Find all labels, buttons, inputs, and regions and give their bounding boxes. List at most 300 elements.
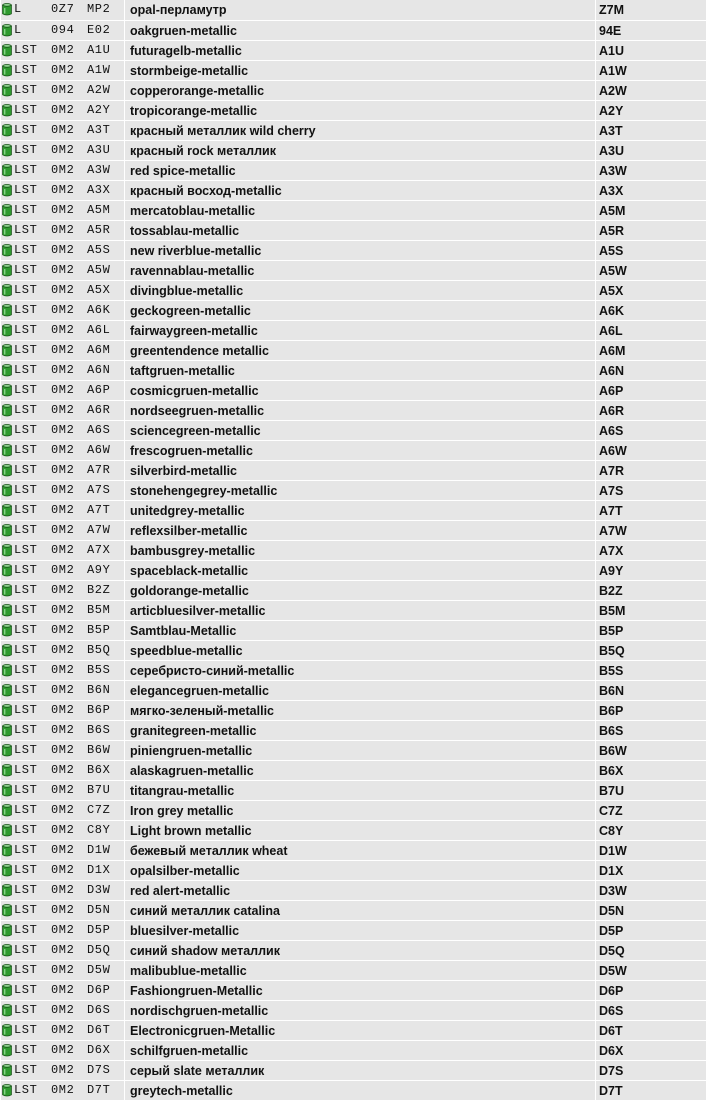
paint-short-code: D1W (596, 841, 706, 861)
paint-code-cell (1, 1081, 125, 1101)
paint-group: 0M2 (51, 83, 75, 97)
paint-type: LST (14, 603, 38, 617)
paint-type: LST (14, 263, 38, 277)
paint-code: B6W (87, 743, 111, 757)
table-row (1, 81, 706, 101)
paint-name: Light brown metallic (125, 821, 596, 841)
table-row (1, 261, 706, 281)
paint-code-cell (1, 301, 125, 321)
table-row (1, 881, 706, 901)
paint-code-cell (1, 441, 125, 461)
paint-can-icon (2, 124, 12, 137)
table-row (1, 761, 706, 781)
table-row (1, 601, 706, 621)
table-row (1, 1001, 706, 1021)
paint-type: LST (14, 443, 38, 457)
paint-name: malibublue-metallic (125, 961, 596, 981)
paint-short-code: 94E (596, 21, 706, 41)
table-row (1, 301, 706, 321)
paint-name: new riverblue-metallic (125, 241, 596, 261)
paint-group: 0M2 (51, 343, 75, 357)
paint-code: D1X (87, 863, 111, 877)
paint-code-cell (1, 801, 125, 821)
paint-group: 0M2 (51, 403, 75, 417)
paint-name: серебристо-синий-metallic (125, 661, 596, 681)
paint-code: D5P (87, 923, 111, 937)
paint-code: A3X (87, 183, 111, 197)
paint-code: D5N (87, 903, 111, 917)
paint-type: LST (14, 463, 38, 477)
paint-short-code: A5R (596, 221, 706, 241)
paint-code: D5W (87, 963, 111, 977)
paint-short-code: Z7M (596, 0, 706, 21)
paint-name: красный rock металлик (125, 141, 596, 161)
paint-group: 0Z7 (51, 2, 75, 16)
paint-group: 0M2 (51, 623, 75, 637)
table-row (1, 221, 706, 241)
paint-group: 0M2 (51, 903, 75, 917)
paint-type: LST (14, 643, 38, 657)
paint-code-cell (1, 381, 125, 401)
paint-group: 0M2 (51, 923, 75, 937)
table-row (1, 821, 706, 841)
paint-can-icon (2, 1044, 12, 1057)
table-row (1, 941, 706, 961)
table-row (1, 281, 706, 301)
table-row (1, 541, 706, 561)
paint-code: B6S (87, 723, 111, 737)
paint-code-cell (1, 1001, 125, 1021)
paint-name: Iron grey metallic (125, 801, 596, 821)
paint-code: D7T (87, 1083, 111, 1097)
table-row (1, 161, 706, 181)
paint-can-icon (2, 204, 12, 217)
paint-name: Fashiongruen-Metallic (125, 981, 596, 1001)
paint-can-icon (2, 984, 12, 997)
table-row (1, 41, 706, 61)
paint-name: silverbird-metallic (125, 461, 596, 481)
paint-short-code: D5N (596, 901, 706, 921)
paint-code-cell (1, 921, 125, 941)
table-row (1, 901, 706, 921)
paint-name: red alert-metallic (125, 881, 596, 901)
paint-can-icon (2, 884, 12, 897)
paint-code: A3U (87, 143, 111, 157)
paint-code-cell (1, 261, 125, 281)
paint-group: 0M2 (51, 1003, 75, 1017)
paint-short-code: B6X (596, 761, 706, 781)
paint-name: nordischgruen-metallic (125, 1001, 596, 1021)
paint-short-code: A6R (596, 401, 706, 421)
paint-short-code: A1W (596, 61, 706, 81)
paint-code-cell (1, 941, 125, 961)
paint-group: 0M2 (51, 483, 75, 497)
paint-group: 0M2 (51, 1023, 75, 1037)
paint-can-icon (2, 3, 12, 16)
paint-type: LST (14, 403, 38, 417)
paint-short-code: D5W (596, 961, 706, 981)
paint-can-icon (2, 184, 12, 197)
paint-group: 0M2 (51, 743, 75, 757)
paint-code-cell (1, 181, 125, 201)
paint-short-code: A2Y (596, 101, 706, 121)
paint-type: LST (14, 363, 38, 377)
table-row (1, 101, 706, 121)
paint-name: titangrau-metallic (125, 781, 596, 801)
paint-type: LST (14, 223, 38, 237)
paint-can-icon (2, 524, 12, 537)
paint-code: C8Y (87, 823, 111, 837)
paint-code-cell (1, 201, 125, 221)
paint-group: 0M2 (51, 443, 75, 457)
paint-can-icon (2, 604, 12, 617)
paint-group: 0M2 (51, 263, 75, 277)
paint-type: LST (14, 143, 38, 157)
paint-code-cell (1, 41, 125, 61)
table-row (1, 141, 706, 161)
paint-can-icon (2, 764, 12, 777)
paint-code: A2Y (87, 103, 111, 117)
paint-code: B5S (87, 663, 111, 677)
paint-code: A1W (87, 63, 111, 77)
paint-code: A6S (87, 423, 111, 437)
paint-can-icon (2, 944, 12, 957)
paint-type: LST (14, 803, 38, 817)
paint-short-code: A7T (596, 501, 706, 521)
paint-code: D6X (87, 1043, 111, 1057)
paint-group: 0M2 (51, 1083, 75, 1097)
paint-can-icon (2, 684, 12, 697)
paint-name: nordseegruen-metallic (125, 401, 596, 421)
paint-code-cell (1, 861, 125, 881)
paint-short-code: B2Z (596, 581, 706, 601)
paint-short-code: A5W (596, 261, 706, 281)
paint-group: 0M2 (51, 1063, 75, 1077)
paint-code-cell (1, 581, 125, 601)
paint-code: B5Q (87, 643, 111, 657)
paint-group: 0M2 (51, 723, 75, 737)
paint-code: A5W (87, 263, 111, 277)
paint-short-code: A3W (596, 161, 706, 181)
paint-type: LST (14, 103, 38, 117)
paint-can-icon (2, 624, 12, 637)
paint-code: D7S (87, 1063, 111, 1077)
paint-type: LST (14, 823, 38, 837)
table-row (1, 521, 706, 541)
paint-code-cell (1, 761, 125, 781)
paint-code-rows (1, 0, 706, 1100)
table-row (1, 801, 706, 821)
paint-code-cell (1, 981, 125, 1001)
paint-short-code: B6S (596, 721, 706, 741)
paint-type: LST (14, 903, 38, 917)
paint-type: LST (14, 43, 38, 57)
paint-can-icon (2, 824, 12, 837)
paint-name: goldorange-metallic (125, 581, 596, 601)
paint-can-icon (2, 404, 12, 417)
paint-type: LST (14, 683, 38, 697)
paint-type: LST (14, 123, 38, 137)
paint-type: LST (14, 1043, 38, 1057)
paint-name: tropicorange-metallic (125, 101, 596, 121)
paint-type: LST (14, 743, 38, 757)
paint-group: 0M2 (51, 963, 75, 977)
paint-code-cell (1, 881, 125, 901)
paint-short-code: B5Q (596, 641, 706, 661)
paint-name: sciencegreen-metallic (125, 421, 596, 441)
paint-group: 0M2 (51, 863, 75, 877)
paint-group: 0M2 (51, 703, 75, 717)
paint-group: 0M2 (51, 983, 75, 997)
paint-code-cell (1, 621, 125, 641)
paint-name: articbluesilver-metallic (125, 601, 596, 621)
paint-can-icon (2, 44, 12, 57)
paint-code: A7W (87, 523, 111, 537)
paint-type: LST (14, 703, 38, 717)
paint-name: alaskagruen-metallic (125, 761, 596, 781)
table-row (1, 701, 706, 721)
paint-can-icon (2, 324, 12, 337)
paint-can-icon (2, 864, 12, 877)
paint-can-icon (2, 364, 12, 377)
paint-can-icon (2, 784, 12, 797)
paint-short-code: D6P (596, 981, 706, 1001)
paint-short-code: A7R (596, 461, 706, 481)
paint-code-cell (1, 541, 125, 561)
paint-group: 0M2 (51, 763, 75, 777)
paint-code-cell (1, 1041, 125, 1061)
table-row (1, 681, 706, 701)
paint-name: stonehengegrey-metallic (125, 481, 596, 501)
paint-code: A2W (87, 83, 111, 97)
paint-can-icon (2, 584, 12, 597)
paint-group: 0M2 (51, 363, 75, 377)
paint-group: 0M2 (51, 523, 75, 537)
paint-name: серый slate металлик (125, 1061, 596, 1081)
paint-name: copperorange-metallic (125, 81, 596, 101)
paint-short-code: B7U (596, 781, 706, 801)
paint-group: 0M2 (51, 783, 75, 797)
paint-code: MP2 (87, 2, 111, 16)
paint-type: LST (14, 243, 38, 257)
paint-code: A7S (87, 483, 111, 497)
paint-type: LST (14, 923, 38, 937)
paint-short-code: A6S (596, 421, 706, 441)
paint-type: LST (14, 983, 38, 997)
paint-name: Samtblau-Metallic (125, 621, 596, 641)
paint-group: 0M2 (51, 503, 75, 517)
paint-can-icon (2, 24, 12, 37)
paint-group: 0M2 (51, 643, 75, 657)
table-row (1, 1021, 706, 1041)
paint-short-code: D6X (596, 1041, 706, 1061)
paint-group: 0M2 (51, 203, 75, 217)
paint-short-code: D5Q (596, 941, 706, 961)
paint-type: LST (14, 283, 38, 297)
paint-short-code: B5M (596, 601, 706, 621)
table-row (1, 61, 706, 81)
table-row (1, 741, 706, 761)
table-row (1, 641, 706, 661)
paint-code: D1W (87, 843, 111, 857)
paint-type: LST (14, 783, 38, 797)
table-row (1, 961, 706, 981)
paint-group: 0M2 (51, 423, 75, 437)
paint-code-cell (1, 601, 125, 621)
paint-type: LST (14, 963, 38, 977)
paint-code-cell (1, 701, 125, 721)
paint-code-cell (1, 841, 125, 861)
paint-name: tossablau-metallic (125, 221, 596, 241)
paint-type: LST (14, 883, 38, 897)
paint-can-icon (2, 804, 12, 817)
paint-can-icon (2, 444, 12, 457)
paint-name: geckogreen-metallic (125, 301, 596, 321)
paint-code: B6N (87, 683, 111, 697)
paint-type: LST (14, 1083, 38, 1097)
paint-type: LST (14, 523, 38, 537)
paint-code-cell (1, 321, 125, 341)
paint-code: B7U (87, 783, 111, 797)
paint-code: A5S (87, 243, 111, 257)
paint-type: LST (14, 943, 38, 957)
paint-group: 094 (51, 23, 75, 37)
paint-can-icon (2, 424, 12, 437)
paint-name: schilfgruen-metallic (125, 1041, 596, 1061)
paint-short-code: A1U (596, 41, 706, 61)
paint-group: 0M2 (51, 583, 75, 597)
paint-code-cell (1, 121, 125, 141)
paint-type: LST (14, 563, 38, 577)
paint-can-icon (2, 264, 12, 277)
paint-short-code: B6N (596, 681, 706, 701)
table-row (1, 981, 706, 1001)
paint-can-icon (2, 484, 12, 497)
paint-short-code: A3T (596, 121, 706, 141)
table-row (1, 441, 706, 461)
paint-name: мягко-зеленый-metallic (125, 701, 596, 721)
paint-code-cell (1, 361, 125, 381)
paint-code: D6S (87, 1003, 111, 1017)
paint-can-icon (2, 544, 12, 557)
paint-code-cell (1, 421, 125, 441)
paint-code-cell (1, 281, 125, 301)
paint-code: A5X (87, 283, 111, 297)
paint-code: A6P (87, 383, 111, 397)
paint-group: 0M2 (51, 1043, 75, 1057)
paint-type: LST (14, 723, 38, 737)
paint-group: 0M2 (51, 323, 75, 337)
paint-group: 0M2 (51, 943, 75, 957)
paint-code: D6P (87, 983, 111, 997)
paint-name: speedblue-metallic (125, 641, 596, 661)
paint-name: синий металлик catalina (125, 901, 596, 921)
paint-short-code: A5S (596, 241, 706, 261)
paint-group: 0M2 (51, 223, 75, 237)
paint-group: 0M2 (51, 683, 75, 697)
paint-name: divingblue-metallic (125, 281, 596, 301)
paint-type: LST (14, 203, 38, 217)
paint-code-cell (1, 521, 125, 541)
paint-group: 0M2 (51, 603, 75, 617)
paint-type: LST (14, 483, 38, 497)
paint-code: A9Y (87, 563, 111, 577)
paint-name: ravennablau-metallic (125, 261, 596, 281)
paint-short-code: A6M (596, 341, 706, 361)
paint-short-code: C7Z (596, 801, 706, 821)
paint-name: bluesilver-metallic (125, 921, 596, 941)
paint-can-icon (2, 304, 12, 317)
paint-code: D3W (87, 883, 111, 897)
paint-short-code: A7X (596, 541, 706, 561)
paint-type: LST (14, 303, 38, 317)
paint-short-code: A6N (596, 361, 706, 381)
table-row (1, 241, 706, 261)
paint-group: 0M2 (51, 823, 75, 837)
paint-name: taftgruen-metallic (125, 361, 596, 381)
paint-code-cell (1, 901, 125, 921)
paint-code-cell (1, 821, 125, 841)
paint-name: frescogruen-metallic (125, 441, 596, 461)
paint-code: A3T (87, 123, 111, 137)
paint-code-cell (1, 961, 125, 981)
paint-code: A6K (87, 303, 111, 317)
paint-code: A5R (87, 223, 111, 237)
paint-can-icon (2, 1024, 12, 1037)
paint-code: B6X (87, 763, 111, 777)
paint-short-code: B6W (596, 741, 706, 761)
paint-code-cell (1, 341, 125, 361)
paint-can-icon (2, 504, 12, 517)
paint-name: unitedgrey-metallic (125, 501, 596, 521)
paint-code-cell (1, 781, 125, 801)
paint-group: 0M2 (51, 183, 75, 197)
paint-short-code: A7S (596, 481, 706, 501)
paint-name: синий shadow металлик (125, 941, 596, 961)
paint-code-cell (1, 241, 125, 261)
paint-group: 0M2 (51, 123, 75, 137)
paint-type: LST (14, 183, 38, 197)
paint-name: бежевый металлик wheat (125, 841, 596, 861)
paint-group: 0M2 (51, 283, 75, 297)
paint-code: A7T (87, 503, 111, 517)
paint-can-icon (2, 1004, 12, 1017)
paint-name: oakgruen-metallic (125, 21, 596, 41)
paint-group: 0M2 (51, 243, 75, 257)
paint-can-icon (2, 664, 12, 677)
paint-group: 0M2 (51, 163, 75, 177)
paint-code: A7R (87, 463, 111, 477)
paint-can-icon (2, 84, 12, 97)
paint-short-code: D6S (596, 1001, 706, 1021)
table-row (1, 481, 706, 501)
paint-type: L (14, 2, 22, 16)
table-row (1, 561, 706, 581)
paint-group: 0M2 (51, 543, 75, 557)
paint-can-icon (2, 224, 12, 237)
paint-can-icon (2, 564, 12, 577)
paint-type: LST (14, 423, 38, 437)
paint-code: A1U (87, 43, 111, 57)
paint-type: LST (14, 1003, 38, 1017)
paint-code: B5M (87, 603, 111, 617)
paint-code: A6M (87, 343, 111, 357)
paint-name: piniengruen-metallic (125, 741, 596, 761)
paint-type: LST (14, 63, 38, 77)
table-row (1, 401, 706, 421)
paint-name: futuragelb-metallic (125, 41, 596, 61)
paint-code-cell (1, 161, 125, 181)
